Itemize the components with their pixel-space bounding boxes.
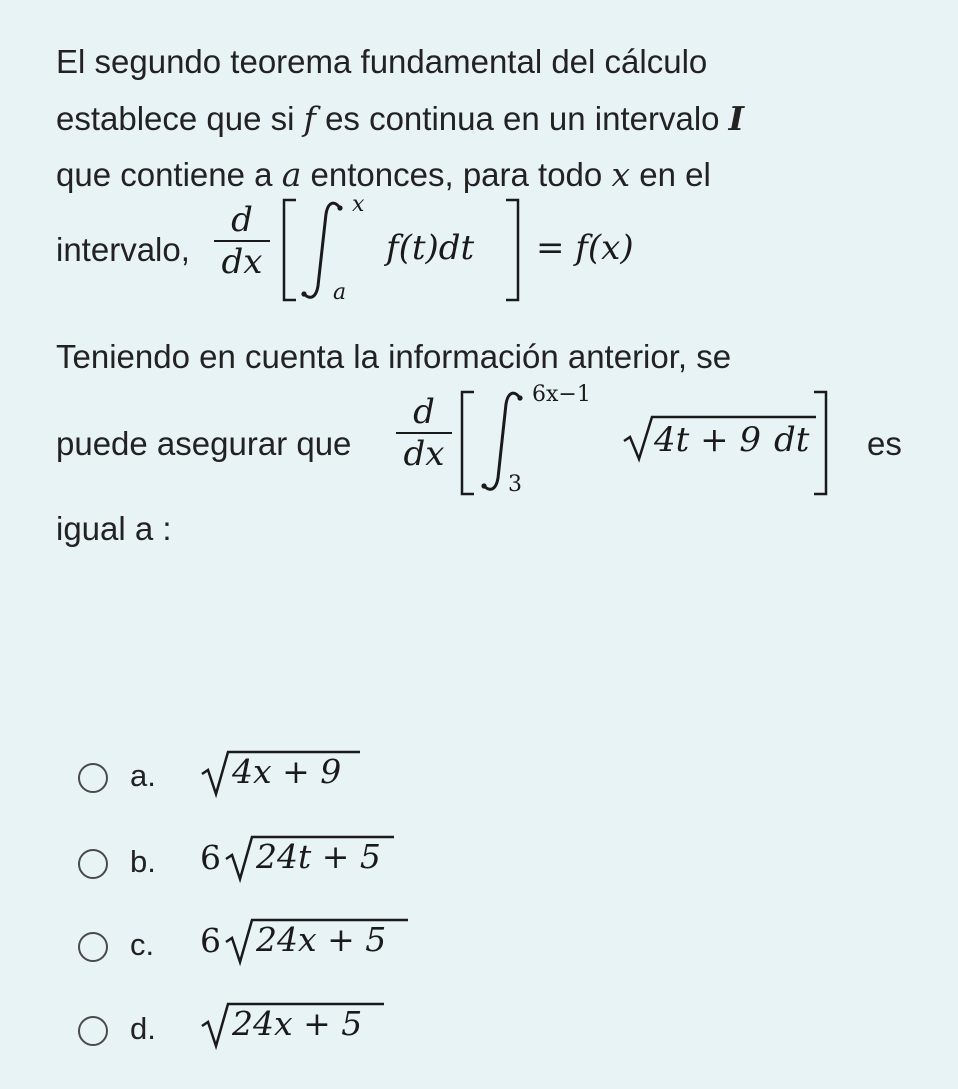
option-c-coefficient: 6 [200, 921, 221, 960]
option-d-letter: d. [130, 1011, 156, 1046]
prompt-line-2-suffix: es [867, 425, 902, 462]
option-b-radio[interactable] [78, 849, 108, 879]
expression-lower-limit: 3 [508, 472, 522, 497]
intro-line-2-start: establece que si [56, 100, 295, 137]
expression-differential: dt [774, 420, 810, 460]
option-a-letter: a. [130, 758, 156, 793]
prompt-line-3: igual a : [56, 510, 172, 547]
theorem-left-bracket [280, 198, 300, 302]
option-d-radio[interactable] [78, 1016, 108, 1046]
expression-left-bracket [458, 390, 478, 496]
expression-integral-sign [480, 390, 530, 496]
expression-frac-numerator: d [413, 392, 435, 432]
theorem-right-bracket [502, 198, 522, 302]
option-a-radicand: 4x + 9 [232, 752, 342, 791]
option-c-radio[interactable] [78, 932, 108, 962]
theorem-upper-limit: x [352, 192, 365, 217]
intro-line-4-label: intervalo, [56, 231, 190, 268]
expression-radicand: 4t + 9 [654, 420, 762, 460]
option-b-coefficient: 6 [200, 838, 221, 877]
intro-line-2 [56, 99, 744, 139]
theorem-frac-denominator: dx [221, 242, 263, 282]
option-a-radio[interactable] [78, 763, 108, 793]
option-d-radicand: 24x + 5 [232, 1004, 363, 1043]
option-c-letter: c. [130, 927, 155, 962]
theorem-right-side: = f(x) [536, 228, 634, 268]
expression-frac-denominator: dx [403, 434, 445, 474]
variable-a-symbol: a [281, 155, 302, 194]
option-b-radicand: 24t + 5 [256, 837, 381, 876]
expression-upper-limit: 6x−1 [532, 382, 591, 407]
prompt-line-1: Teniendo en cuenta la información anterior, se [56, 338, 732, 375]
theorem-lower-limit: a [333, 280, 347, 305]
variable-x-symbol: x [611, 155, 631, 194]
theorem-frac-numerator: d [231, 200, 253, 240]
interval-I-symbol: I [728, 99, 745, 138]
option-b-letter: b. [130, 844, 156, 879]
intro-line-3-start: que contiene a [56, 156, 273, 193]
expression-right-bracket [810, 390, 830, 496]
intro-line-3-middle: entonces, para todo [310, 156, 603, 193]
prompt-line-2-label: puede asegurar que [56, 425, 352, 462]
theorem-derivative-fraction [214, 200, 270, 282]
option-c-radicand: 24x + 5 [256, 920, 387, 959]
function-f-symbol: f [303, 99, 316, 138]
intro-line-3 [56, 155, 711, 195]
theorem-integrand: f(t)dt [386, 228, 475, 268]
intro-line-2-middle: es continua en un intervalo [325, 100, 720, 137]
intro-line-3-end: en el [639, 156, 711, 193]
intro-line-1: El segundo teorema fundamental del cálculo [56, 43, 708, 80]
expression-derivative-fraction [396, 392, 452, 474]
